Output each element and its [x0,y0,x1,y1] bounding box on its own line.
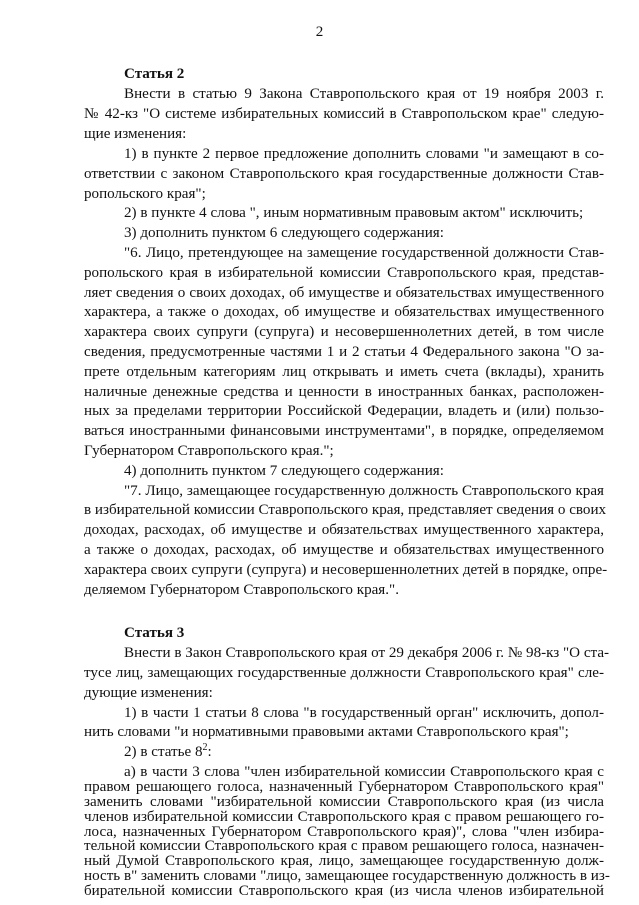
line-text: : [207,744,212,760]
text-line: характера, а также о доходах, об имуществе и обязательствах имущественного [84,304,604,320]
text-line: Внести в Закон Ставропольского края от 29 декабря 2006 г. № 98-кз "О ста- [124,645,610,661]
text-line: ность в" заменить словами "лицо, замещающее государственную должность в из- [84,868,610,885]
text-line: 1) в пункте 2 первое предложение дополнить словами "и замещают в со- [124,146,604,162]
text-line [124,744,212,761]
text-line: щие изменения: [84,126,187,142]
text-line: наличные денежные средства и ценности в иностранных банках, расположен- [84,384,604,400]
text-line: ответствии с законом Ставропольского края государственные должности Став- [84,166,604,182]
text-line: сведения, предусмотренные частями 1 и 2 статьи 4 Федерального закона "О за- [84,344,604,360]
text-line: членов избирательной комиссии Ставропольского края с правом решающего го- [84,808,604,825]
text-line: ный Думой Ставропольского края, лицо, замещающее государственную долж- [84,853,604,870]
text-line: 3) дополнить пунктом 6 следующего содержания: [124,225,444,241]
text-line: правом решающего голоса, назначенный Губернатором Ставропольского края" [84,778,604,795]
text-line: "6. Лицо, претендующее на замещение государственной должности Став- [124,245,604,261]
article-3-heading: Статья 3 [124,625,185,641]
text-line: 1) в части 1 статьи 8 слова "в государственный орган" исключить, допол- [124,705,604,721]
text-line: ляет сведения о своих доходах, об имуществе и обязательствах имущественного [84,285,604,301]
page-number: 2 [315,24,324,40]
article-2-heading: Статья 2 [124,66,185,82]
text-line: заменить словами "избирательной комиссии Ставропольского края (из числа [84,793,604,810]
superscript: 2 [202,742,208,753]
line-text: 2) в статье 8 [124,744,203,760]
text-line: ропольского края в избирательной комиссии Ставропольского края, представ- [84,265,604,281]
text-line: дующие изменения: [84,685,213,701]
text-line: деляемом Губернатором Ставропольского края.". [84,582,399,598]
text-line: Внести в статью 9 Закона Ставропольского края от 19 ноября 2003 г. [124,86,604,102]
text-line: тельной комиссии Ставропольского края с правом решающего голоса, назначен- [84,838,604,855]
text-line: Губернатором Ставропольского края."; [84,443,334,459]
text-line: 2) в пункте 4 слова ", иным нормативным правовым актом" исключить; [124,205,584,221]
text-line: ропольского края"; [84,186,206,202]
text-line: характера своих супруги (супруга) и несовершеннолетних детей, в том числе [84,324,604,340]
text-line: прете отдельным категориям лиц открывать и иметь счета (вклады), хранить [84,364,604,380]
text-line: а) в части 3 слова "член избирательной комиссии Ставропольского края с [124,764,604,780]
text-line: нить словами "и нормативными правовыми актами Ставропольского края"; [84,724,569,740]
text-line: характера своих супруги (супруга) и несовершеннолетних детей в порядке, опре- [84,562,608,578]
text-line: лоса, назначенных Губернатором Ставропольского края)", слова "член избира- [84,823,604,840]
text-line: в избирательной комиссии Ставропольского края, представляет сведения о своих [84,502,607,518]
text-line: тусе лиц, замещающих государственные должности Ставропольского края" сле- [84,665,604,681]
text-line: ваться иностранными финансовыми инструментами", в порядке, определяемом [84,423,604,439]
text-line: "7. Лицо, замещающее государственную должность Ставропольского края [124,483,604,499]
text-line: бирательной комиссии Ставропольского края (из числа членов избирательной [84,883,604,899]
text-line: доходах, расходах, об имуществе и обязательствах имущественного характера, [84,522,604,538]
text-line: ных за пределами территории Российской Федерации, владеть и (или) пользо- [84,403,604,419]
text-line: № 42-кз "О системе избирательных комиссий в Ставропольском крае" следую- [84,106,604,122]
text-line: а также о доходах, расходах, об имуществе и обязательствах имущественного [84,542,604,558]
text-line: 4) дополнить пунктом 7 следующего содержания: [124,463,444,479]
